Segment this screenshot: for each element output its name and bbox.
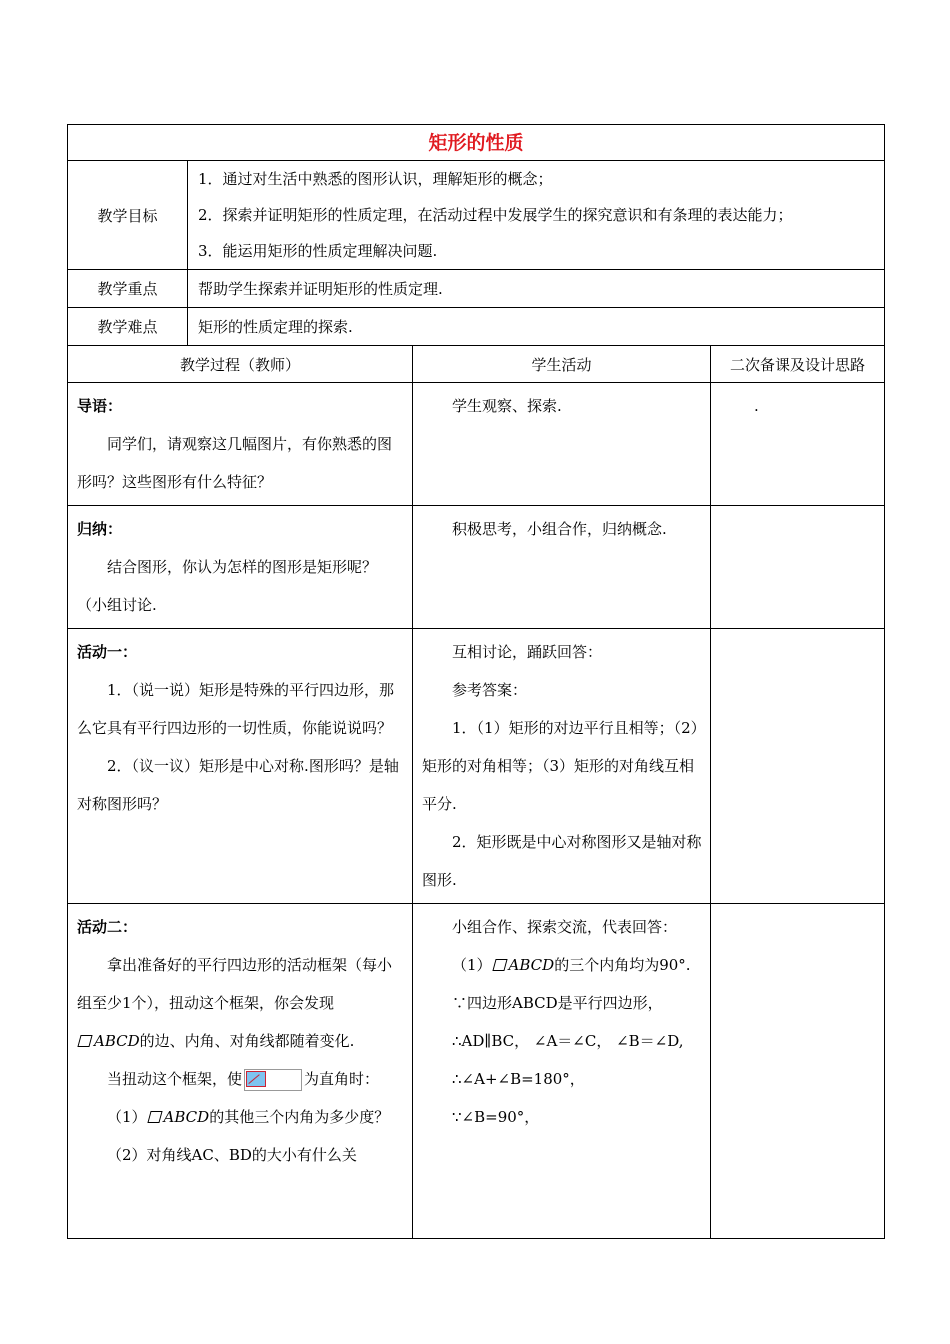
- parallelogram-symbol-icon: [147, 1111, 162, 1123]
- activity2-paragraph-1: 拿出准备好的平行四边形的活动框架（每小组至少1个），扭动这个框架，你会发现: [77, 956, 393, 1012]
- figure-name: ABCD: [508, 956, 555, 974]
- answer-prefix: （1）: [452, 956, 492, 974]
- difficulty-text: 矩形的性质定理的探索.: [188, 308, 885, 346]
- question-prefix: （1）: [107, 1108, 147, 1126]
- summary-text: 结合图形，你认为怎样的图形是矩形呢？（小组讨论.: [77, 558, 378, 614]
- header-student: 学生活动: [413, 346, 711, 383]
- activity1-student-line: 2．矩形既是中心对称图形又是轴对称图形.: [422, 833, 702, 889]
- activity1-student-line: 1．（1）矩形的对边平行且相等；（2）矩形的对角相等；（3）矩形的对角线互相平分.: [422, 719, 699, 813]
- paragraph-text: 的边、内角、对角线都随着变化.: [139, 1032, 355, 1050]
- activity1-question-1: 1．（说一说）矩形是特殊的平行四边形，那么它具有平行四边形的一切性质，你能说说吗？: [77, 681, 395, 737]
- figure-name: ABCD: [94, 1032, 140, 1050]
- page-title: 矩形的性质: [68, 125, 885, 161]
- activity2-student-line: ∴∠A+∠B=180°，: [452, 1070, 585, 1088]
- objectives-list: [188, 161, 885, 270]
- paragraph-text: 为直角时：: [304, 1070, 380, 1088]
- activity1-question-2: 2．（议一议）矩形是中心对称.图形吗？是轴对称图形吗？: [77, 757, 399, 813]
- summary-student-text: 积极思考，小组合作，归纳概念.: [452, 520, 667, 538]
- objective-item: 3．能运用矩形的性质定理解决问题.: [198, 242, 438, 260]
- activity2-student-line: ∵四边形ABCD是平行四边形，: [452, 994, 663, 1012]
- lesson-plan-table: [67, 124, 885, 1239]
- activity2-heading: 活动二：: [77, 918, 138, 936]
- activity2-paragraph-2: [77, 1022, 404, 1060]
- answer-text: 的三个内角均为90°.: [554, 956, 691, 974]
- question-text: 的其他三个内角为多少度？: [209, 1108, 390, 1126]
- activity1-notes-cell: [711, 629, 885, 904]
- activity1-teacher-cell: [68, 629, 413, 904]
- objectives-label: 教学目标: [68, 161, 188, 270]
- difficulty-label: 教学难点: [68, 308, 188, 346]
- activity2-question-1: [77, 1098, 404, 1136]
- intro-student-cell: [413, 383, 711, 506]
- activity2-student-line: ∵∠B=90°，: [452, 1108, 540, 1126]
- activity2-question-2: （2）对角线AC、BD的大小有什么关: [107, 1146, 357, 1164]
- activity2-student-line: [422, 946, 702, 984]
- activity1-heading: 活动一：: [77, 643, 138, 661]
- key-point-text: 帮助学生探索并证明矩形的性质定理.: [188, 270, 885, 308]
- paragraph-text: 当扭动这个框架，使: [107, 1070, 243, 1088]
- activity1-student-line: 参考答案：: [452, 681, 528, 699]
- header-notes: 二次备课及设计思路: [711, 346, 885, 383]
- activity2-paragraph-3: [77, 1060, 404, 1098]
- objective-item: 1．通过对生活中熟悉的图形认识，理解矩形的概念；: [198, 170, 553, 188]
- activity2-student-line: 小组合作、探索交流，代表回答：: [452, 918, 678, 936]
- summary-notes-cell: [711, 506, 885, 629]
- key-point-label: 教学重点: [68, 270, 188, 308]
- activity1-student-line: 互相讨论，踊跃回答：: [452, 643, 603, 661]
- activity2-student-cell: [413, 904, 711, 1239]
- activity1-student-cell: [413, 629, 711, 904]
- parallelogram-symbol-icon: [77, 1035, 92, 1047]
- activity2-student-line: ∴AD∥BC， ∠A＝∠C， ∠B＝∠D,: [452, 1032, 684, 1050]
- intro-teacher-cell: [68, 383, 413, 506]
- intro-notes-text: .: [754, 397, 759, 415]
- intro-student-text: 学生观察、探索.: [452, 397, 562, 415]
- parallelogram-symbol-icon: [492, 959, 507, 971]
- intro-heading: 导语：: [77, 397, 123, 415]
- objective-item: 2．探索并证明矩形的性质定理，在活动过程中发展学生的探究意识和有条理的表达能力；: [198, 206, 793, 224]
- angle-figure-icon: [244, 1069, 302, 1091]
- summary-teacher-cell: [68, 506, 413, 629]
- summary-student-cell: [413, 506, 711, 629]
- header-teacher: 教学过程（教师）: [68, 346, 413, 383]
- intro-notes-cell: [711, 383, 885, 506]
- activity2-notes-cell: [711, 904, 885, 1239]
- figure-name: ABCD: [163, 1108, 210, 1126]
- summary-heading: 归纳：: [77, 520, 123, 538]
- activity2-teacher-cell: [68, 904, 413, 1239]
- intro-text: 同学们，请观察这几幅图片，有你熟悉的图形吗？这些图形有什么特征？: [77, 435, 393, 491]
